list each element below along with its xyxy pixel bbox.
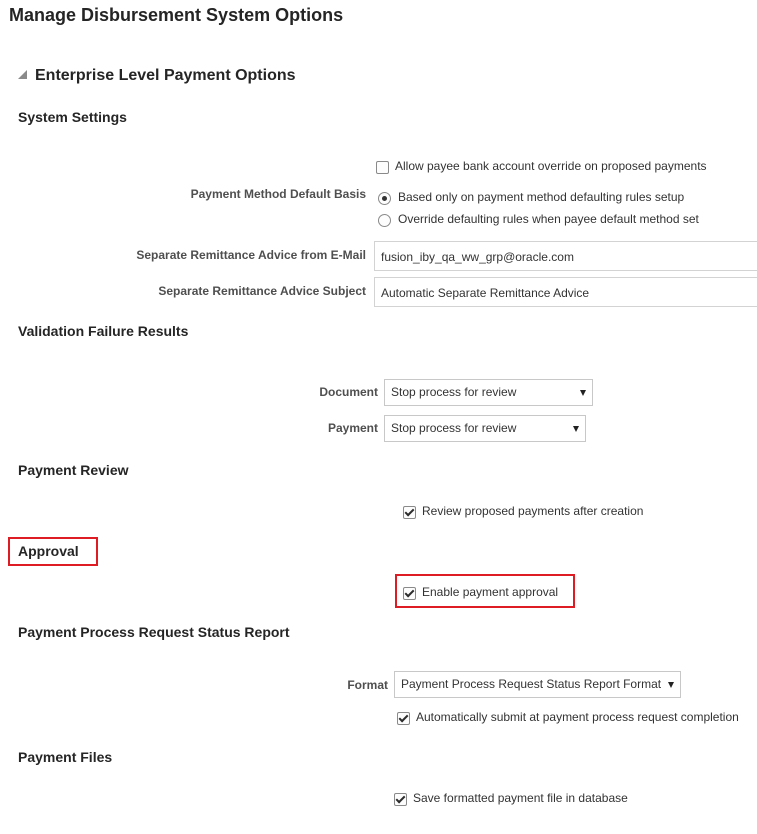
review-proposed-label: Review proposed payments after creation xyxy=(422,504,644,518)
chevron-down-icon xyxy=(668,682,674,688)
payment-select-value: Stop process for review xyxy=(391,421,517,435)
enable-approval-label: Enable payment approval xyxy=(422,585,559,599)
document-label: Document xyxy=(319,385,378,399)
save-file-checkbox[interactable] xyxy=(394,793,407,806)
payment-files-heading: Payment Files xyxy=(18,749,113,765)
format-label: Format xyxy=(347,678,388,692)
remittance-subject-label: Separate Remittance Advice Subject xyxy=(158,284,366,298)
section-title: Enterprise Level Payment Options xyxy=(35,67,296,84)
save-file-label: Save formatted payment file in database xyxy=(413,791,628,805)
document-select[interactable] xyxy=(384,379,593,406)
format-select[interactable] xyxy=(394,671,681,698)
ppr-report-heading: Payment Process Request Status Report xyxy=(18,624,290,640)
payment-method-default-basis-label: Payment Method Default Basis xyxy=(190,187,366,201)
radio-override-rules-label: Override defaulting rules when payee default method set xyxy=(398,212,699,226)
review-proposed-checkbox[interactable] xyxy=(403,506,416,519)
chevron-down-icon xyxy=(573,426,579,432)
remittance-email-label: Separate Remittance Advice from E-Mail xyxy=(136,248,366,262)
payment-review-heading: Payment Review xyxy=(18,462,129,478)
radio-rules-setup[interactable] xyxy=(378,192,391,205)
remittance-email-input[interactable]: fusion_iby_qa_ww_grp@oracle.com xyxy=(374,241,757,271)
section-header[interactable] xyxy=(18,67,296,85)
chevron-down-icon xyxy=(580,390,586,396)
page-title: Manage Disbursement System Options xyxy=(9,5,344,25)
system-settings-heading: System Settings xyxy=(18,109,127,125)
validation-heading: Validation Failure Results xyxy=(18,323,189,339)
auto-submit-label: Automatically submit at payment process request completion xyxy=(416,710,739,724)
collapse-triangle-icon[interactable] xyxy=(18,70,27,79)
payment-select[interactable] xyxy=(384,415,586,442)
document-select-value: Stop process for review xyxy=(391,385,517,399)
approval-heading: Approval xyxy=(18,543,79,559)
payment-label: Payment xyxy=(327,421,378,435)
auto-submit-checkbox[interactable] xyxy=(397,712,410,725)
radio-override-rules[interactable] xyxy=(378,214,391,227)
allow-override-checkbox[interactable] xyxy=(376,161,389,174)
radio-rules-setup-label: Based only on payment method defaulting rules setup xyxy=(398,190,685,204)
remittance-subject-input[interactable]: Automatic Separate Remittance Advice xyxy=(374,277,757,307)
enable-approval-checkbox[interactable] xyxy=(403,587,416,600)
allow-override-label: Allow payee bank account override on proposed payments xyxy=(395,159,707,173)
format-select-value: Payment Process Request Status Report Format xyxy=(401,677,662,691)
